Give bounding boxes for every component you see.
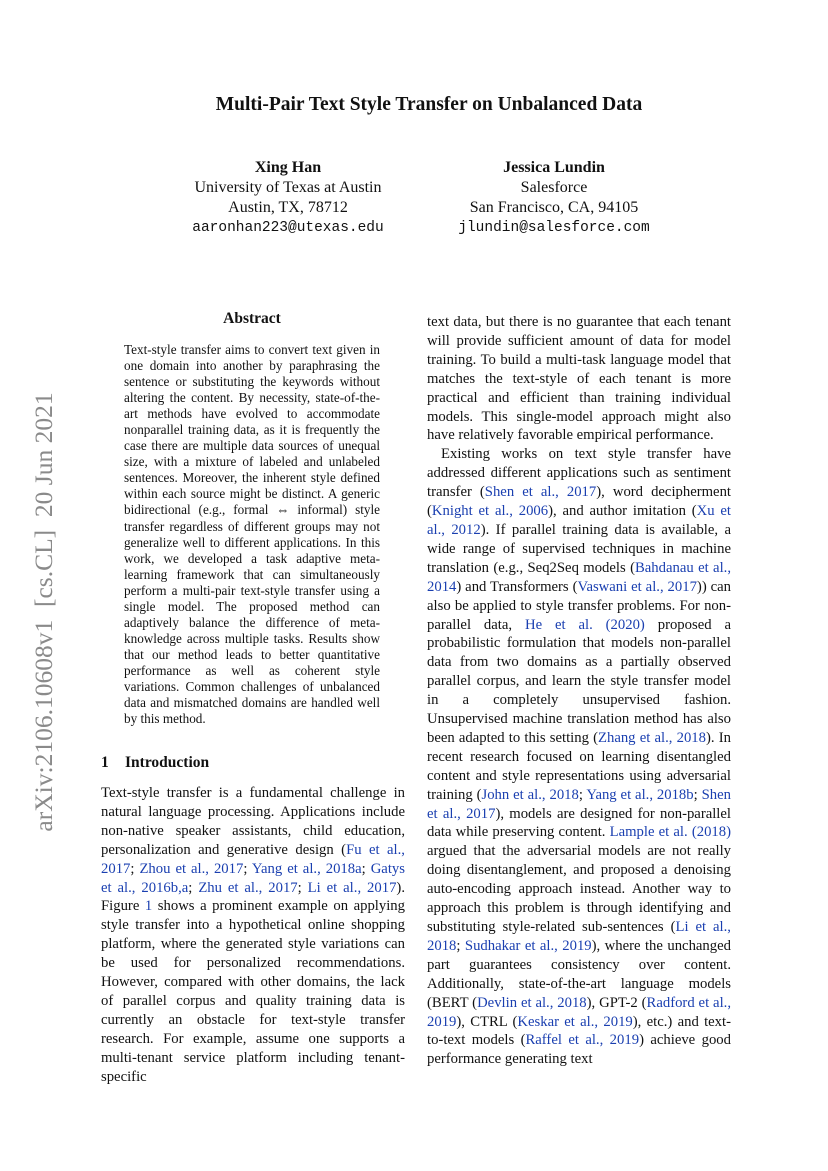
body-text: ; [693, 786, 702, 803]
body-text: ). Figure [101, 879, 405, 915]
intro-paragraph-1 [101, 784, 405, 1087]
citation-link[interactable]: Li et al., 2017 [307, 879, 397, 896]
author-location: San Francisco, CA, 94105 [469, 199, 639, 216]
citation-link[interactable]: John et al., 2018 [481, 786, 579, 803]
body-text: ). In recent research focused on learning disentangled content and style representations using adversarial training ( [427, 729, 731, 803]
citation-link[interactable]: Li et al., 2018 [427, 919, 731, 954]
citation-link[interactable]: Shen et al., 2017 [484, 484, 597, 501]
body-text: text data, but there is no guarantee that each tenant will provide sufficient amount of data for model training. To build a multi-task language model that matches the text-style of each tenant is more practical and efficient than training individual models. This single-model approach might also have relatively favorable empirical performance. [427, 314, 731, 444]
citation-link[interactable]: Lample et al. (2018) [609, 824, 731, 841]
body-text: ; [130, 860, 140, 877]
author-email: aaronhan223@utexas.edu [192, 220, 384, 236]
citation-link[interactable]: Yang et al., 2018a [251, 860, 362, 877]
left-column-body [101, 784, 405, 1087]
author-affiliation: Salesforce [520, 179, 588, 196]
citation-link[interactable]: Keskar et al., 2019 [517, 1013, 633, 1030]
citation-link[interactable]: He et al. (2020) [524, 616, 645, 633]
body-text: ), word decipherment ( [427, 484, 731, 520]
citation-link[interactable]: Zhang et al., 2018 [598, 729, 706, 746]
author-location: Austin, TX, 78712 [228, 199, 348, 216]
right-column-body [427, 313, 731, 1069]
citation-link[interactable]: Shen et al., 2017 [427, 786, 731, 822]
body-text: ), where the unchanged part guarantees consistency over content. Additionally, state-of-the-art language models (BERT ( [427, 937, 731, 1011]
body-text: ), models are designed for non-parallel data while preserving content. [427, 805, 731, 841]
body-text: ), and author imitation ( [548, 503, 697, 520]
citation-link[interactable]: Fu et al., 2017 [101, 841, 405, 877]
body-text: argued that the adversarial models are not really doing disentanglement, and proposed a denoising auto-encoding approach instead. Another way to approach this problem is through identifying and substituting style-related sub-sentences ( [427, 843, 731, 935]
body-text: )) can also be applied to style transfer problems. For non-parallel data, [427, 578, 732, 633]
citation-link[interactable]: Gatys et al., 2016b,a [101, 860, 405, 896]
citation-link[interactable]: Sudhakar et al., 2019 [464, 937, 592, 954]
citation-link[interactable]: Yang et al., 2018b [586, 786, 694, 803]
arxiv-identifier-stamp [22, 372, 66, 852]
body-text: Text-style transfer is a fundamental challenge in natural language processing. Applications include non-native speaker assistants, child education, personalization and generative design ( [101, 785, 405, 858]
citation-link[interactable]: Vaswani et al., 2017 [577, 578, 697, 595]
body-text: ; [578, 786, 587, 803]
body-text: ), GPT-2 ( [586, 994, 647, 1011]
author-name: Xing Han [254, 159, 322, 176]
arxiv-stamp-text: arXiv:2106.10608v1 [cs.CL] 20 Jun 2021 [29, 392, 58, 832]
abstract-text: Text-style transfer aims to convert text given in one domain into another by paraphrasing the sentence or substituting the keywords without altering the content. By necessity, state-of-the-art methods have evolved to accommodate nonparallel training data, as it is frequently the case there are multiple data sources of unequal size, with a mixture of labeled and unlabeled sentences. Moreover, the inherent style defined within each source might be distinct. A generic bidirectional (e.g., formal ⇔ informal) style transfer regardless of different groups may not generalize well to different applications. In this work, we developed a task adaptive meta-learning framework that can simultaneously perform a multi-pair text-style transfer using a single model. The proposed method can adaptively balance the difference of meta-knowledge across multiple tasks. Results show that our method leads to better quantitative performance as well as coherent style variations. Common challenges of unbalanced data and mismatched domains are handled well by this method. [124, 342, 380, 727]
citation-link[interactable]: Raffel et al., 2019 [525, 1032, 640, 1049]
body-text: proposed a probabilistic formulation that models non-parallel data from two domains as a partially observed parallel corpus, and learn the style transfer model in a completely unsupervised fashion. Unsupervised machine translation method has also been adapted to this setting ( [427, 616, 731, 746]
citation-link[interactable]: Radford et al., 2019 [427, 994, 731, 1030]
author-block-1 [160, 158, 416, 238]
citation-link[interactable]: Zhu et al., 2017 [198, 879, 298, 896]
body-text: ), etc.) and text-to-text models ( [427, 1013, 731, 1049]
body-text: ) achieve good performance generating text [427, 1032, 731, 1068]
author-email: jlundin@salesforce.com [458, 220, 650, 236]
body-text: ; [456, 937, 465, 954]
author-name: Jessica Lundin [503, 159, 605, 176]
body-text: ) and Transformers ( [456, 578, 578, 595]
body-text: shows a prominent example on applying style transfer into a hypothetical online shopping platform, where the generated style variations can be used for personalized recommendations. However, compared with other domains, the lack of parallel corpus and quality training data is currently an obstacle for text-style transfer research. For example, assume one supports a multi-tenant service platform including tenant-specific [101, 898, 405, 1085]
citation-link[interactable]: Knight et al., 2006 [431, 503, 549, 520]
body-text: ; [243, 860, 252, 877]
citation-link[interactable]: Devlin et al., 2018 [477, 994, 587, 1011]
author-affiliation: University of Texas at Austin [194, 179, 382, 196]
intro-paragraph-3 [427, 445, 731, 1069]
citation-link[interactable]: Xu et al., 2012 [427, 503, 731, 538]
section-title: Introduction [125, 754, 210, 771]
abstract-heading: Abstract [223, 310, 281, 327]
section-heading-introduction [101, 754, 401, 772]
citation-link[interactable]: Zhou et al., 2017 [139, 860, 244, 877]
body-text: ; [361, 860, 371, 877]
author-block-2 [444, 158, 664, 238]
body-text: ), CTRL ( [456, 1013, 518, 1030]
intro-paragraph-2 [427, 313, 731, 445]
body-text: ; [297, 879, 308, 896]
section-number: 1 [101, 754, 109, 771]
body-text: Existing works on text style transfer have addressed different applications such as sentiment transfer ( [427, 446, 731, 501]
paper-title: Multi-Pair Text Style Transfer on Unbalanced Data [215, 94, 643, 115]
body-text: ). If parallel training data is available, a wide range of supervised techniques in machine translation (e.g., Seq2Seq models ( [427, 521, 731, 576]
citation-link[interactable]: Bahdanau et al., 2014 [427, 559, 731, 595]
body-text: ; [188, 879, 199, 896]
citation-link[interactable]: 1 [144, 898, 153, 915]
